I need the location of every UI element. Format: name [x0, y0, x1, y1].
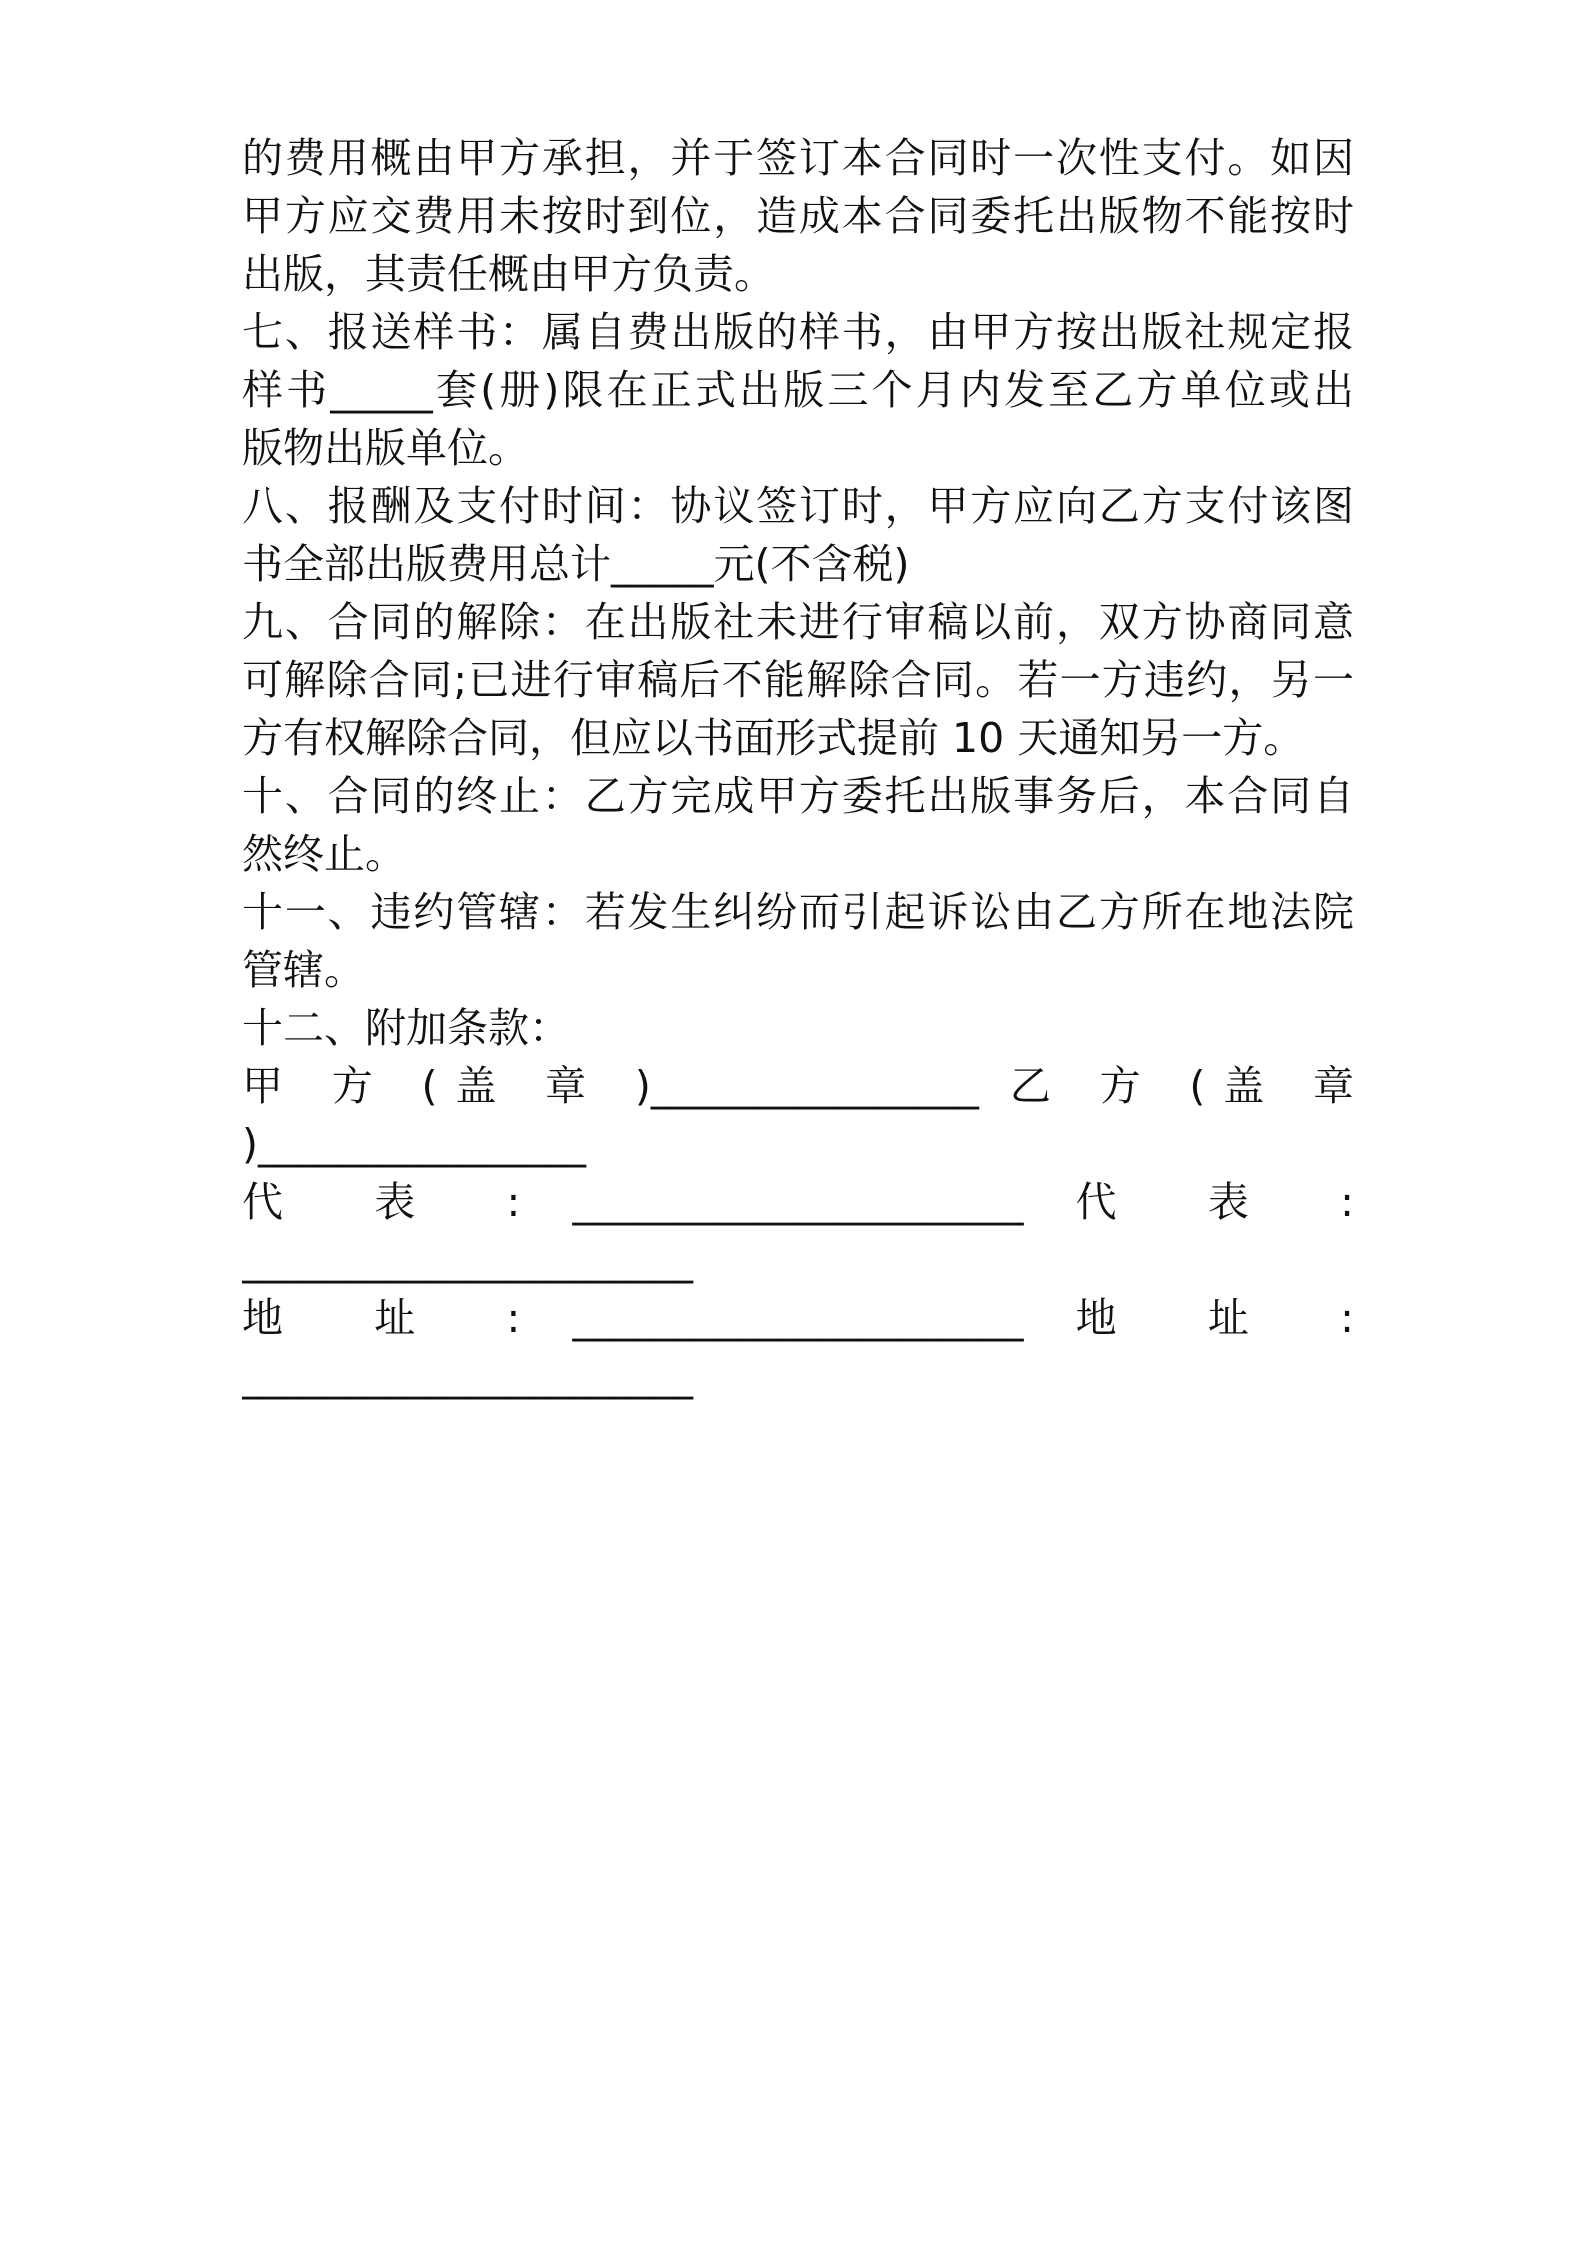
- paragraph-line: 甲方应交费用未按时到位，造成本合同委托出版物不能按时: [242, 192, 1354, 240]
- clause-9-title: 九、合同的解除：在出版社未进行审稿以前，双方协商同意: [242, 598, 1354, 646]
- address-line: 地 址 : ______________________ 地 址 :: [242, 1294, 1354, 1342]
- paragraph-line: 出版，其责任概由甲方负责。: [242, 250, 775, 298]
- paragraph-line: 管辖。: [242, 946, 365, 994]
- clause-12-title: 十二、附加条款：: [242, 1004, 570, 1052]
- address-tail: ______________________: [242, 1352, 693, 1400]
- paragraph-line: 方有权解除合同，但应以书面形式提前 10 天通知另一方。: [242, 714, 1305, 762]
- paragraph-line: 版物出版单位。: [242, 424, 529, 472]
- clause-7-title: 七、报送样书：属自费出版的样书，由甲方按出版社规定报: [242, 308, 1354, 356]
- paragraph-line: 可解除合同;已进行审稿后不能解除合同。若一方违约，另一: [242, 656, 1354, 704]
- paragraph-line: 然终止。: [242, 830, 406, 878]
- paragraph-line: 的费用概由甲方承担，并于签订本合同时一次性支付。如因: [242, 134, 1354, 182]
- clause-8-title: 八、报酬及支付时间：协议签订时，甲方应向乙方支付该图: [242, 482, 1354, 530]
- party-a-seal-line: 甲 方 (盖 章 )________________ 乙 方 (盖 章: [242, 1062, 1354, 1110]
- paragraph-line: 书全部出版费用总计_____元(不含税): [242, 540, 910, 588]
- clause-10-title: 十、合同的终止：乙方完成甲方委托出版事务后，本合同自: [242, 772, 1354, 820]
- party-b-seal-tail: )________________: [242, 1120, 586, 1168]
- clause-11-title: 十一、违约管辖：若发生纠纷而引起诉讼由乙方所在地法院: [242, 888, 1354, 936]
- representative-tail: ______________________: [242, 1236, 693, 1284]
- representative-line: 代 表 : ______________________ 代 表 :: [242, 1178, 1354, 1226]
- paragraph-line: 样书_____套(册)限在正式出版三个月内发至乙方单位或出: [242, 366, 1354, 414]
